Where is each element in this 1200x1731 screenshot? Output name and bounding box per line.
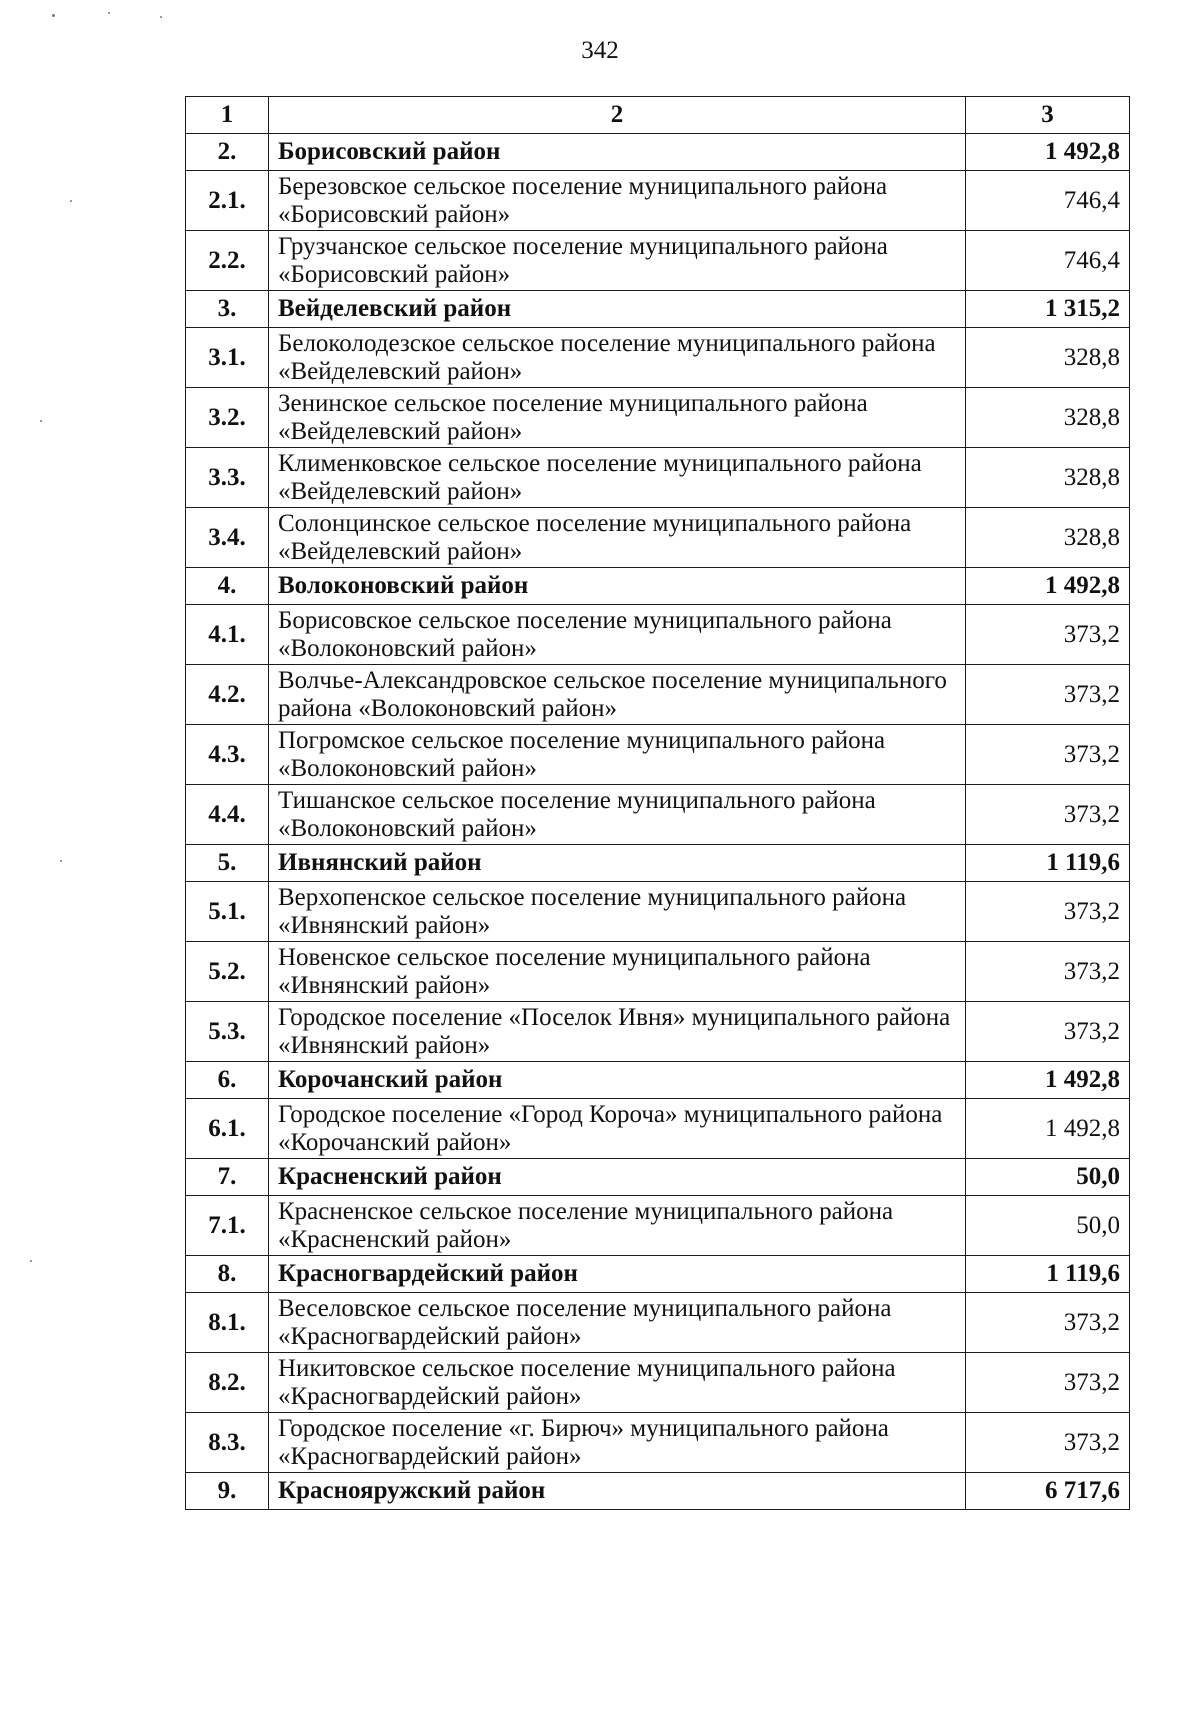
amount-cell: 50,0	[966, 1196, 1130, 1256]
row-number-cell: 4.	[186, 568, 269, 605]
settlement-row	[186, 231, 1130, 291]
row-number-cell: 4.4.	[186, 785, 269, 845]
scan-speck	[70, 200, 72, 202]
row-number-cell: 2.	[186, 134, 269, 171]
amount-cell: 373,2	[966, 1353, 1130, 1413]
district-row	[186, 568, 1130, 605]
district-name-cell: Краснояружский район	[269, 1473, 966, 1510]
amount-cell: 373,2	[966, 785, 1130, 845]
district-row	[186, 1473, 1130, 1510]
amount-cell: 328,8	[966, 388, 1130, 448]
amount-cell: 328,8	[966, 328, 1130, 388]
settlement-row	[186, 1196, 1130, 1256]
settlement-name-cell: Погромское сельское поселение муниципального района «Волоконовский район»	[269, 725, 966, 785]
amount-cell: 1 492,8	[966, 568, 1130, 605]
row-number-cell: 4.3.	[186, 725, 269, 785]
amount-cell: 328,8	[966, 508, 1130, 568]
row-number-cell: 4.1.	[186, 605, 269, 665]
amount-cell: 1 119,6	[966, 845, 1130, 882]
scan-speck	[52, 14, 55, 17]
settlement-row	[186, 328, 1130, 388]
district-name-cell: Корочанский район	[269, 1062, 966, 1099]
header-cell-number: 1	[186, 97, 269, 134]
district-row	[186, 1062, 1130, 1099]
district-name-cell: Волоконовский район	[269, 568, 966, 605]
table-body	[186, 97, 1130, 1510]
row-number-cell: 5.1.	[186, 882, 269, 942]
amount-cell: 1 119,6	[966, 1256, 1130, 1293]
settlement-row	[186, 725, 1130, 785]
row-number-cell: 6.	[186, 1062, 269, 1099]
settlement-row	[186, 508, 1130, 568]
amount-cell: 746,4	[966, 171, 1130, 231]
district-name-cell: Ивнянский район	[269, 845, 966, 882]
row-number-cell: 8.2.	[186, 1353, 269, 1413]
row-number-cell: 3.	[186, 291, 269, 328]
settlement-name-cell: Грузчанское сельское поселение муниципального района «Борисовский район»	[269, 231, 966, 291]
district-row	[186, 1256, 1130, 1293]
row-number-cell: 6.1.	[186, 1099, 269, 1159]
settlement-row	[186, 942, 1130, 1002]
settlement-row	[186, 448, 1130, 508]
settlement-name-cell: Белоколодезское сельское поселение муниципального района «Вейделевский район»	[269, 328, 966, 388]
scan-speck	[60, 860, 62, 862]
settlement-row	[186, 605, 1130, 665]
header-cell-value: 3	[966, 97, 1130, 134]
district-name-cell: Красненский район	[269, 1159, 966, 1196]
scan-speck	[30, 1260, 32, 1262]
amount-cell: 373,2	[966, 1293, 1130, 1353]
settlement-name-cell: Городское поселение «Город Короча» муниципального района «Корочанский район»	[269, 1099, 966, 1159]
amount-cell: 373,2	[966, 605, 1130, 665]
settlement-row	[186, 882, 1130, 942]
settlement-name-cell: Клименковское сельское поселение муниципального района «Вейделевский район»	[269, 448, 966, 508]
allocation-table	[185, 96, 1130, 1510]
row-number-cell: 7.1.	[186, 1196, 269, 1256]
row-number-cell: 7.	[186, 1159, 269, 1196]
settlement-name-cell: Красненское сельское поселение муниципального района «Красненский район»	[269, 1196, 966, 1256]
amount-cell: 373,2	[966, 942, 1130, 1002]
scan-speck	[40, 420, 42, 422]
scan-speck	[160, 16, 162, 18]
scan-speck	[108, 12, 110, 14]
settlement-row	[186, 1099, 1130, 1159]
settlement-name-cell: Тишанское сельское поселение муниципального района «Волоконовский район»	[269, 785, 966, 845]
settlement-name-cell: Волчье-Александровское сельское поселение муниципального района «Волоконовский район»	[269, 665, 966, 725]
amount-cell: 373,2	[966, 665, 1130, 725]
row-number-cell: 3.3.	[186, 448, 269, 508]
settlement-row	[186, 785, 1130, 845]
row-number-cell: 8.3.	[186, 1413, 269, 1473]
row-number-cell: 4.2.	[186, 665, 269, 725]
settlement-name-cell: Городское поселение «Поселок Ивня» муниципального района «Ивнянский район»	[269, 1002, 966, 1062]
settlement-name-cell: Новенское сельское поселение муниципального района «Ивнянский район»	[269, 942, 966, 1002]
amount-cell: 373,2	[966, 1002, 1130, 1062]
row-number-cell: 5.2.	[186, 942, 269, 1002]
table-header-row	[186, 97, 1130, 134]
row-number-cell: 8.	[186, 1256, 269, 1293]
row-number-cell: 8.1.	[186, 1293, 269, 1353]
settlement-name-cell: Солонцинское сельское поселение муниципального района «Вейделевский район»	[269, 508, 966, 568]
settlement-name-cell: Городское поселение «г. Бирюч» муниципального района «Красногвардейский район»	[269, 1413, 966, 1473]
row-number-cell: 2.1.	[186, 171, 269, 231]
settlement-name-cell: Веселовское сельское поселение муниципального района «Красногвардейский район»	[269, 1293, 966, 1353]
amount-cell: 6 717,6	[966, 1473, 1130, 1510]
row-number-cell: 3.4.	[186, 508, 269, 568]
settlement-name-cell: Никитовское сельское поселение муниципального района «Красногвардейский район»	[269, 1353, 966, 1413]
amount-cell: 50,0	[966, 1159, 1130, 1196]
amount-cell: 1 315,2	[966, 291, 1130, 328]
settlement-row	[186, 388, 1130, 448]
amount-cell: 1 492,8	[966, 1099, 1130, 1159]
district-row	[186, 134, 1130, 171]
amount-cell: 373,2	[966, 1413, 1130, 1473]
district-name-cell: Борисовский район	[269, 134, 966, 171]
row-number-cell: 5.	[186, 845, 269, 882]
page-number: 342	[581, 37, 619, 64]
amount-cell: 328,8	[966, 448, 1130, 508]
row-number-cell: 9.	[186, 1473, 269, 1510]
amount-cell: 746,4	[966, 231, 1130, 291]
header-cell-name: 2	[269, 97, 966, 134]
settlement-row	[186, 665, 1130, 725]
settlement-row	[186, 1353, 1130, 1413]
row-number-cell: 5.3.	[186, 1002, 269, 1062]
amount-cell: 1 492,8	[966, 134, 1130, 171]
row-number-cell: 2.2.	[186, 231, 269, 291]
settlement-row	[186, 1293, 1130, 1353]
settlement-row	[186, 171, 1130, 231]
district-name-cell: Красногвардейский район	[269, 1256, 966, 1293]
district-row	[186, 1159, 1130, 1196]
settlement-row	[186, 1002, 1130, 1062]
settlement-name-cell: Борисовское сельское поселение муниципального района «Волоконовский район»	[269, 605, 966, 665]
settlement-row	[186, 1413, 1130, 1473]
district-row	[186, 845, 1130, 882]
settlement-name-cell: Верхопенское сельское поселение муниципального района «Ивнянский район»	[269, 882, 966, 942]
amount-cell: 373,2	[966, 882, 1130, 942]
district-name-cell: Вейделевский район	[269, 291, 966, 328]
settlement-name-cell: Зенинское сельское поселение муниципального района «Вейделевский район»	[269, 388, 966, 448]
settlement-name-cell: Березовское сельское поселение муниципального района «Борисовский район»	[269, 171, 966, 231]
amount-cell: 373,2	[966, 725, 1130, 785]
row-number-cell: 3.1.	[186, 328, 269, 388]
amount-cell: 1 492,8	[966, 1062, 1130, 1099]
row-number-cell: 3.2.	[186, 388, 269, 448]
district-row	[186, 291, 1130, 328]
